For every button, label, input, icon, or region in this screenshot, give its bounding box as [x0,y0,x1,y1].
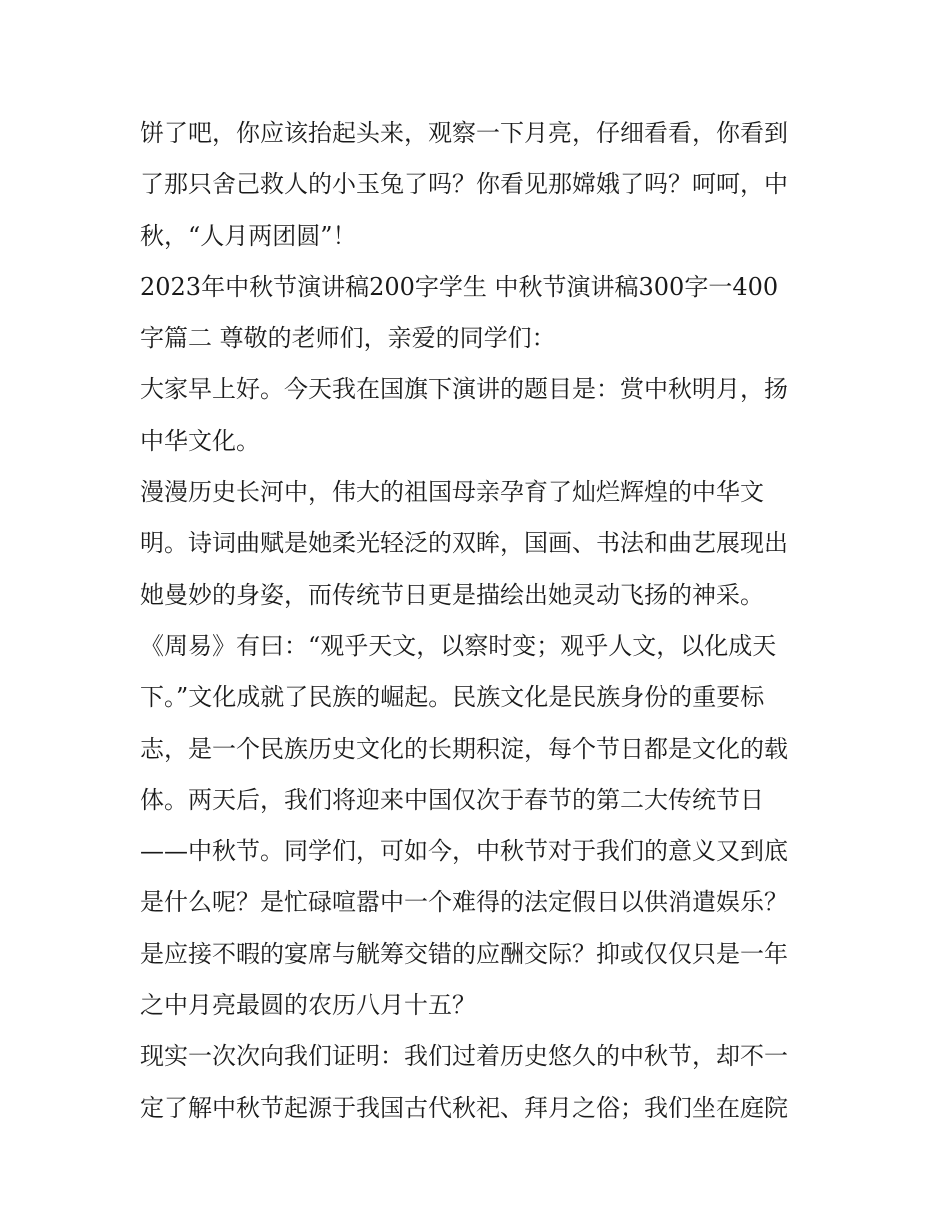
document-body [140,108,820,1134]
text-line: 志，是一个民族历史文化的长期积淀，每个节日都是文化的载 [140,734,788,763]
text-line: 中华文化。 [140,426,260,455]
text-line: 之中月亮最圆的农历八月十五？ [140,991,476,1020]
text-line: 明。诗词曲赋是她柔光轻泛的双眸，国画、书法和曲艺展现出 [140,529,788,558]
text-line: 她曼妙的身姿，而传统节日更是描绘出她灵动飞扬的神采。 [140,580,764,609]
text-line: 饼了吧，你应该抬起头来，观察一下月亮，仔细看看，你看到 [140,119,788,147]
text-line: ——中秋节。同学们，可如今，中秋节对于我们的意义又到底 [140,837,788,866]
text-line: 漫漫历史长河中，伟大的祖国母亲孕育了灿烂辉煌的中华文 [140,478,764,507]
text-line: 秋，“人月两团圆”！ [140,221,357,250]
text-line: 现实一次次向我们证明：我们过着历史悠久的中秋节，却不一 [140,1042,788,1071]
text-line: 体。两天后，我们将迎来中国仅次于春节的第二大传统节日 [140,785,764,814]
text-line: 是应接不暇的宴席与觥筹交错的应酬交际？抑或仅仅只是一年 [140,939,788,968]
text-line: 大家早上好。今天我在国旗下演讲的题目是：赏中秋明月，扬 [140,375,788,404]
text-line: 《周易》有曰：“观乎天文，以察时变；观乎人文，以化成天 [140,631,777,660]
text-line: 字篇二 尊敬的老师们，亲爱的同学们： [140,324,556,353]
text-line: 下。”文化成就了民族的崛起。民族文化是民族身份的重要标 [140,683,765,712]
text-line: 2023年中秋节演讲稿200字学生 中秋节演讲稿300字一400 [140,272,779,301]
text-line: 了那只舍己救人的小玉兔了吗？你看见那嫦娥了吗？呵呵，中 [140,170,788,199]
text-line: 定了解中秋节起源于我国古代秋祀、拜月之俗；我们坐在庭院 [140,1093,788,1122]
text-line: 是什么呢？是忙碌喧嚣中一个难得的法定假日以供消遣娱乐？ [140,888,788,917]
